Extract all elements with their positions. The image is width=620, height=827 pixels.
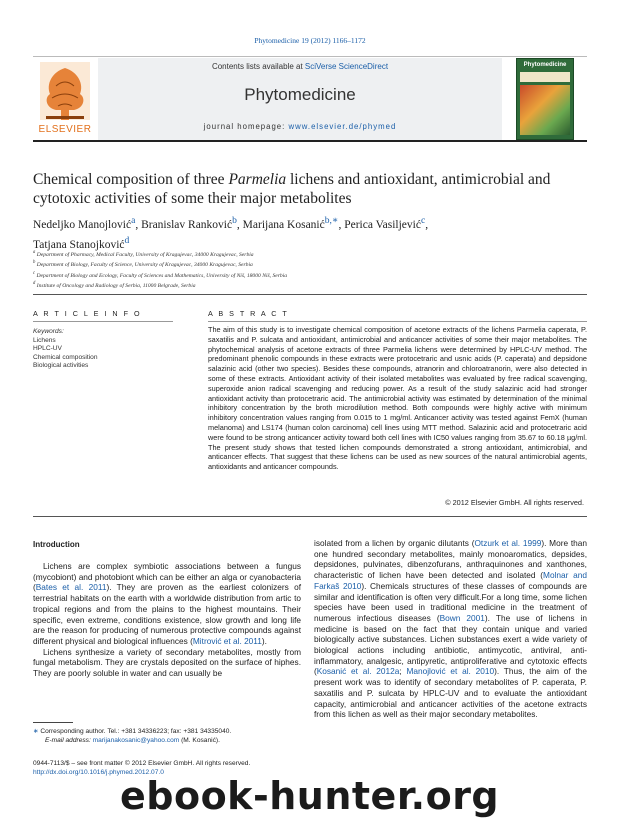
affiliation [33,280,587,290]
author-affiliation-mark[interactable]: c [420,215,426,226]
author-name: Branislav Ranković [141,218,233,231]
text-run: Lichens are complex symbiotic associations between a fungus (mycobiont) and photobiont which can be either an alga or cyanobacteria ( [33,561,301,593]
author-affiliation-mark[interactable]: b [232,215,237,226]
affiliation-text: Department of Biology, Faculty of Science, University of Kragujevac, 34000 Kragujevac, Serbia [36,262,253,269]
text-run: ). Chemicals structures of these classes of compounds are similar and identification is often very difficult.For a long time, some lichen species have been used in traditional medicine in the treatment of numerous infectious diseases ( [314,580,587,623]
footnote-text: Corresponding author. Tel.: +381 34336223; fax: +381 34335040. [38,728,232,735]
citation-link[interactable]: Kosanić et al. 2012a [316,666,400,677]
article-info-rule [33,321,173,322]
footnote-rule [33,722,73,723]
author-list: Nedeljko Manojlović$^a$, Branislav Ranković$^b$, Marijana Kosanić$^{b,∗}$, Perica Vasiljević$^c$, Tatjana Stanojković$^d$ [33,215,429,251]
journal-reference[interactable]: Phytomedicine 19 (2012) 1166–1172 [254,36,366,45]
header-rule-top [33,56,587,57]
citation-link[interactable]: Bown 2001 [439,612,485,623]
author-name: Marijana Kosanić [242,218,325,231]
cover-image [520,85,570,135]
affiliation-list [33,249,587,290]
sciencedirect-link[interactable]: SciVerse ScienceDirect [304,62,389,71]
text-run: ). The use of lichens in medicine is based on the fact that they contain unique and varied biologically active substances. Lichen substances exert a wide variety of biological actions including antibiotic, antimycotic, antiviral, anti-inflammatory, analgesic, antipyretic, antiproliferative and cytotoxic effects ( [314,612,587,677]
header-rule-bottom [33,140,587,142]
paragraph [33,561,301,647]
paragraph [314,538,587,720]
email-label: E-mail address: [45,737,93,744]
email-suffix: (M. Kosanić). [179,737,220,744]
affiliation [33,259,587,269]
affiliation [33,249,587,259]
citation-link[interactable]: Mitrović et al. 2011 [192,635,262,646]
text-run: ). They are proven as the earliest colonizers of terrestrial habitats on the earth with a worldwide distribution from artic to tropical regions and from the plains to the highest mountains. Their specific, even extreme, conditions existence, slow growth and long life are the reason for producing of numerous protective compounds against different physical and biological influences ( [33,582,302,646]
keywords-list [33,337,98,371]
affiliation-text: Department of Biology and Ecology, Faculty of Sciences and Mathematics, University of Niš, 18000 Niš, Serbia [36,272,288,279]
author-affiliation-mark[interactable]: d [124,234,130,246]
journal-name: Phytomedicine [244,85,356,104]
author-affiliation-mark[interactable]: b,∗ [324,215,339,226]
article-info-heading: A R T I C L E I N F O [33,309,142,318]
homepage-link[interactable]: www.elsevier.de/phymed [288,122,397,131]
title-part2: lichens and antioxidant, antimicrobial and cytotoxic activities of some their major metabolites [33,171,551,207]
author-name: Tatjana Stanojković [33,238,125,251]
homepage-prefix: journal homepage: [203,122,289,131]
text-run: ; [399,666,407,677]
affiliation-rule [33,294,587,295]
affiliation [33,270,587,280]
keywords-label: Keywords: [33,328,64,335]
title-part1: Chemical composition of three [33,171,229,188]
keyword: Biological activities [33,362,89,370]
keyword: Lichens [33,337,56,344]
introduction-heading: Introduction [33,540,80,549]
footnote-mark[interactable]: ∗ [33,728,39,735]
cover-strip [520,72,570,82]
text-run: ). Thus, the aim of the present work was to identify of secondary metabolites of P. caperata, P. saxatilis and P. sulcata by HPLC-UV and to evaluate the antioxidant capacity, antimicrobial and anticancer activities of the acetone extracts from this lichen as well as their major secondary metabolites. [314,666,587,720]
affiliation-text: Institute of Oncology and Radiology of Serbia, 11000 Belgrade, Serbia [36,282,196,289]
contents-prefix: Contents lists available at [211,62,305,71]
author-affiliation-mark[interactable]: a [131,215,136,226]
author-name: Perica Vasiljević [344,218,421,231]
paragraph: Lichens synthesize a variety of secondary metabolites, mostly from fungal metabolism. They are crystals deposited on the surface of hiphes. They are poorly soluble in water and can usually be [33,646,301,679]
affiliation-mark: c [33,270,36,276]
contents-line [98,62,502,71]
body-column-left [33,561,301,679]
affiliation-mark: d [33,280,36,286]
elsevier-wordmark: ELSEVIER [38,124,92,135]
citation-link[interactable]: Otzurk et al. 1999 [474,538,542,548]
abstract-end-rule [33,516,587,517]
abstract-rule [208,321,587,322]
body-column-right [314,538,587,720]
abstract-heading: A B S T R A C T [208,309,289,318]
email-link[interactable]: marijanakosanic@yahoo.com [92,737,180,744]
text-run: ). More than one hundred secondary metabolites, mainly monoaromatics, depsides, depsidones, pulvinates, dibenzofurans, anthraquinones and xanthones, characteristic of lichen have been detected and isolated ( [314,538,587,581]
copyright: © 2012 Elsevier GmbH. All rights reserved. [445,498,584,507]
keyword: Chemical composition [33,353,98,361]
watermark: ebook-hunter.org [120,774,500,818]
keyword: HPLC-UV [33,345,62,353]
journal-homepage [98,122,502,131]
cover-title: Phytomedicine [523,62,567,68]
affiliation-mark: a [33,250,36,255]
text-run: isolated from a lichen by organic dilutants ( [314,538,475,548]
author-name: Nedeljko Manojlović [33,218,132,231]
text-run: ). [261,635,267,646]
affiliation-mark: b [33,260,36,266]
doi-link[interactable]: http://dx.doi.org/10.1016/j.phymed.2012.07.0 [33,769,164,776]
citation-link[interactable]: Bates et al. 2011 [35,582,107,593]
footnote-email-line [33,736,301,745]
corresponding-author-footnote [33,727,301,745]
citation-link[interactable]: Manojlović et al. 2010 [406,666,495,677]
citation-link[interactable]: Molnar and Farkaš 2010 [314,570,587,591]
abstract-text: The aim of this study is to investigate chemical composition of acetone extracts of the lichens Parmelia caperata, P. saxatilis and P. sulcata and antioxidant, antimicrobial and anticancer activities of some their major metabolites. The phytochemical analysis of acetone extracts of three Parmelia lichens were determined by HPLC-UV method. The predominant phenolic compounds in these extracts were protocetraric and usnic acids (P. caperata) and depsidone salazinic acid (other two species). Besides these compounds, atranorin and chloroatranorin, were also detected in some of these extracts. Antioxidant activity of their isolated metabolites was evaluated by free radical scavenging, superoxide anion radical scavenging and reducing power. As a result of the study salazinic acid had stronger antioxidant activity than protocetraric acid. The antimicrobial activity was estimated by determination of the minimal inhibitory concentration by the broth microdilution method. Both compounds were highly active with minimum inhibitory concentration values ranging from 0.015 to 1 mg/ml. Anticancer activity was tested against FemX (human melanoma) and LS174 (human colon carcinoma) cell lines using MTT method. Salazinic acid and protocetraric acid were found to be strong anticancer activity toward both cell lines with IC50 values ranging from 35.67 to 60.18 µg/ml. The present study shows that tested lichen compounds demonstrated a strong antioxidant, antimicrobial, and anticancer effects. That suggest that these lichens can be used as new sources of the natural antimicrobial agents, antioxidants and anticancer compounds. [208,325,587,472]
issn-line: 0944-7113/$ – see front matter © 2012 Elsevier GmbH. All rights reserved. [33,760,251,767]
title-genus: Parmelia [228,171,287,188]
footnote-line [33,727,301,736]
affiliation-text: Department of Pharmacy, Medical Faculty, University of Kragujevac, 34000 Kragujevac, Serbia [36,251,254,258]
article-title [33,170,587,208]
journal-cover [516,58,574,140]
